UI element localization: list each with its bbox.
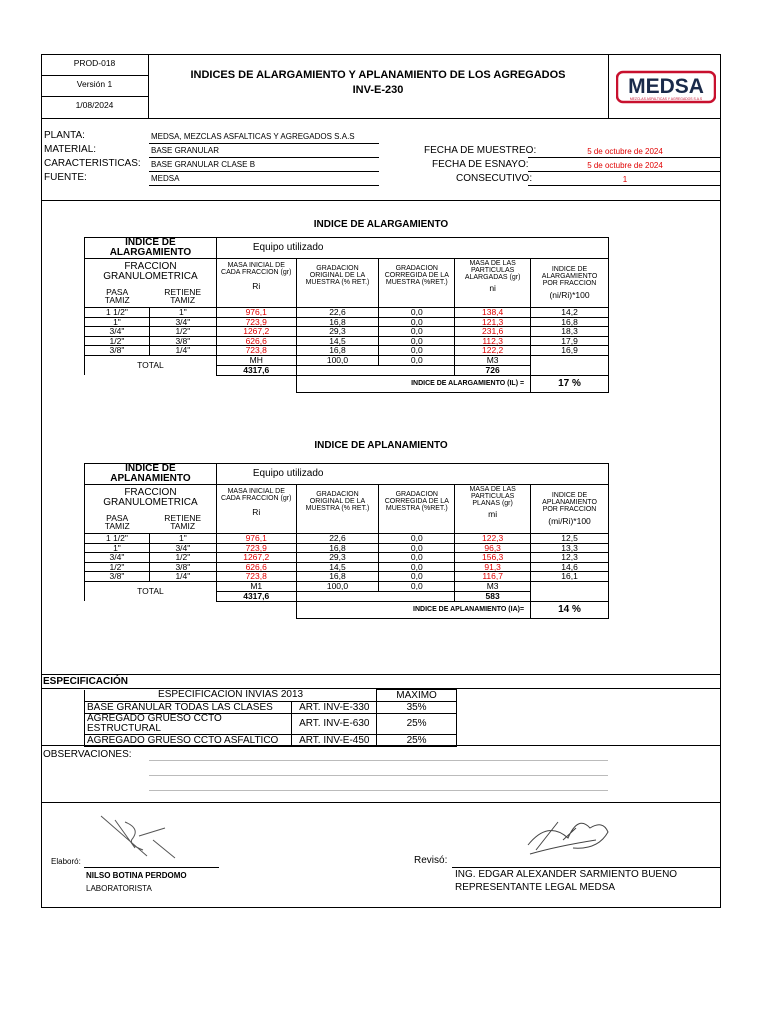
consecutivo-label: CONSECUTIVO:	[456, 173, 533, 184]
header-hline-1	[41, 75, 148, 76]
elaboro-role: LABORATORISTA	[86, 884, 152, 893]
planta-underline	[149, 143, 379, 144]
aplanamiento-total-label: TOTAL	[85, 581, 217, 601]
header-divider	[41, 118, 721, 119]
aplanamiento-total-part: 583	[455, 591, 531, 601]
header-hline-2	[41, 96, 148, 97]
alargamiento-retiene: RETIENE TAMIZ	[149, 286, 216, 308]
fuente-underline	[149, 185, 379, 186]
aplanamiento-table-title: INDICE DE APLANAMIENTO	[85, 464, 217, 485]
doc-title: INDICES DE ALARGAMIENTO Y APLANAMIENTO DE LOS AGREGADOS	[190, 69, 566, 81]
alargamiento-total-corr: 0,0	[379, 355, 455, 365]
aplanamiento-row: 3/4" 1/2" 1267,2 29,3 0,0 156,3 12,3	[85, 553, 609, 563]
consecutivo-underline	[528, 185, 721, 186]
fecha-ensayo-underline	[528, 171, 721, 172]
reviso-name: ING. EDGAR ALEXANDER SARMIENTO BUENO	[455, 869, 678, 880]
fecha-muestreo-label: FECHA DE MUESTREO:	[424, 145, 537, 156]
aplanamiento-total-orig: 100,0	[296, 581, 379, 591]
alargamiento-total-orig: 100,0	[296, 355, 379, 365]
planta-label: PLANTA:	[44, 130, 85, 141]
especificacion-max-header: MAXIMO	[377, 690, 457, 702]
doc-norm: INV-E-230	[352, 84, 404, 96]
especificacion-row: AGREGADO GRUESO CCTO ASFALTICO ART. INV-E-450 25%	[85, 735, 457, 747]
aplanamiento-col-masa: MASA INICIAL DE CADA FRACCION (gr) Ri	[216, 485, 296, 534]
alargamiento-col-masa: MASA INICIAL DE CADA FRACCION (gr) Ri	[216, 259, 296, 308]
material-value: BASE GRANULAR	[151, 146, 220, 155]
fecha-ensayo-label: FECHA DE ESNAYO:	[432, 159, 529, 170]
especificacion-header: ESPECIFICACION INVIAS 2013	[85, 690, 377, 702]
aplanamiento-pasa: PASA TAMIZ	[85, 512, 150, 534]
reviso-label: Revisó:	[414, 855, 448, 866]
aplanamiento-section-title: INDICE DE APLANAMIENTO	[314, 440, 448, 451]
alargamiento-row: 3/4" 1/2" 1267,2 29,3 0,0 231,6 18,3	[85, 327, 609, 337]
alargamiento-result-label: INDICE DE ALARGAMIENTO (IL) =	[296, 375, 530, 392]
aplanamiento-table	[84, 463, 609, 619]
logo-subtext: MEZCLAS ASFALTICAS Y AGREGADOS S.A.S	[629, 97, 703, 101]
aplanamiento-col-grad-orig: GRADACION ORIGINAL DE LA MUESTRA (% RET.)	[296, 485, 379, 534]
alargamiento-col-grad-orig: GRADACION ORIGINAL DE LA MUESTRA (% RET.)	[296, 259, 379, 308]
aplanamiento-result: 14 %	[531, 601, 609, 618]
consecutivo-value: 1	[622, 175, 628, 184]
fecha-muestreo-underline	[528, 157, 721, 158]
especificacion-title: ESPECIFICACIÓN	[43, 676, 129, 687]
observaciones-line-2	[149, 775, 608, 776]
alargamiento-pasa: PASA TAMIZ	[85, 286, 150, 308]
alargamiento-col-indice: INDICE DE ALARGAMIENTO POR FRACCION (ni/Ri)*100	[531, 259, 609, 308]
aplanamiento-result-label: INDICE DE APLANAMIENTO (IA)=	[296, 601, 530, 618]
alargamiento-row: 1/2" 3/8" 626,6 14,5 0,0 112,3 17,9	[85, 336, 609, 346]
fuente-value: MEDSA	[151, 174, 180, 183]
aplanamiento-row: 1/2" 3/8" 626,6 14,5 0,0 91,3 14,6	[85, 562, 609, 572]
alargamiento-col-grad-corr: GRADACION CORREGIDA DE LA MUESTRA (%RET.)	[379, 259, 455, 308]
caracteristicas-underline	[149, 171, 379, 172]
elaboro-signature	[95, 808, 180, 863]
header-vline-2	[608, 54, 609, 118]
observaciones-line-1	[149, 760, 608, 761]
aplanamiento-col-grad-corr: GRADACION CORREGIDA DE LA MUESTRA (%RET.)	[379, 485, 455, 534]
aplanamiento-row: 3/8" 1/4" 723,8 16,8 0,0 116,7 16,1	[85, 572, 609, 582]
elaboro-name: NILSO BOTINA PERDOMO	[86, 871, 187, 880]
reviso-role: REPRESENTANTE LEGAL MEDSA	[455, 882, 616, 893]
observaciones-line-3	[149, 790, 608, 791]
alargamiento-total-part-sym: M3	[455, 355, 531, 365]
aplanamiento-col-indice: INDICE DE APLANAMIENTO POR FRACCION (mi/Ri)*100	[531, 485, 609, 534]
caracteristicas-value: BASE GRANULAR CLASE B	[151, 160, 256, 169]
material-underline	[149, 157, 379, 158]
espec-divider	[41, 674, 721, 675]
doc-date: 1/08/2024	[75, 100, 114, 110]
especificacion-table	[84, 689, 457, 747]
alargamiento-col-masa-part: MASA DE LAS PARTICULAS ALARGADAS (gr) ni	[455, 259, 531, 308]
fecha-muestreo-value: 5 de octubre de 2024	[587, 147, 663, 156]
aplanamiento-total-masa-sym: M1	[216, 581, 296, 591]
aplanamiento-row: 1" 3/4" 723,9 16,8 0,0 96,3 13,3	[85, 543, 609, 553]
alargamiento-row: 3/8" 1/4" 723,8 16,8 0,0 122,2 16,9	[85, 346, 609, 356]
logo-text: MEDSA	[628, 75, 704, 98]
aplanamiento-total-masa: 4317,6	[216, 591, 296, 601]
doc-version: Versión 1	[76, 79, 113, 89]
aplanamiento-fraccion: FRACCION GRANULOMETRICA	[85, 485, 217, 512]
alargamiento-total-masa-sym: MH	[216, 355, 296, 365]
alargamiento-fraccion: FRACCION GRANULOMETRICA	[85, 259, 217, 286]
alargamiento-total-masa: 4317,6	[216, 365, 296, 375]
medsa-logo	[616, 70, 716, 104]
especificacion-row: BASE GRANULAR TODAS LAS CLASES ART. INV-E-330 35%	[85, 702, 457, 714]
elaboro-label: Elaboró:	[51, 857, 81, 866]
especificacion-row: AGREGADO GRUESO CCTO ESTRUCTURAL ART. INV-E-630 25%	[85, 714, 457, 735]
planta-value: MEDSA, MEZCLAS ASFALTICAS Y AGREGADOS S.A.S	[151, 132, 355, 141]
reviso-signature	[518, 810, 618, 860]
info-divider	[41, 200, 721, 201]
observaciones-label: OBSERVACIONES:	[43, 749, 132, 760]
fecha-ensayo-value: 5 de octubre de 2024	[587, 161, 663, 170]
aplanamiento-total-part-sym: M3	[455, 581, 531, 591]
alargamiento-total-label: TOTAL	[85, 355, 217, 375]
caracteristicas-label: CARACTERISTICAS:	[44, 158, 141, 169]
reviso-underline	[452, 867, 721, 868]
aplanamiento-retiene: RETIENE TAMIZ	[149, 512, 216, 534]
alargamiento-total-part: 726	[455, 365, 531, 375]
alargamiento-table	[84, 237, 609, 393]
aplanamiento-total-corr: 0,0	[379, 581, 455, 591]
alargamiento-section-title: INDICE DE ALARGAMIENTO	[313, 219, 449, 230]
doc-code: PROD-018	[73, 58, 116, 68]
alargamiento-equipo: Equipo utilizado	[216, 238, 379, 259]
material-label: MATERIAL:	[44, 144, 97, 155]
firmas-divider	[41, 802, 721, 803]
alargamiento-table-title: INDICE DE ALARGAMIENTO	[85, 238, 217, 259]
alargamiento-result: 17 %	[531, 375, 609, 392]
alargamiento-row: 1" 3/4" 723,9 16,8 0,0 121,3 16,8	[85, 317, 609, 327]
alargamiento-row: 1 1/2" 1" 976,1 22,6 0,0 138,4 14,2	[85, 308, 609, 318]
aplanamiento-equipo: Equipo utilizado	[216, 464, 379, 485]
observaciones-divider	[41, 745, 721, 746]
aplanamiento-col-masa-part: MASA DE LAS PARTICULAS PLANAS (gr) mi	[455, 485, 531, 534]
aplanamiento-row: 1 1/2" 1" 976,1 22,6 0,0 122,3 12,5	[85, 534, 609, 544]
elaboro-underline	[84, 867, 219, 868]
fuente-label: FUENTE:	[44, 172, 87, 183]
